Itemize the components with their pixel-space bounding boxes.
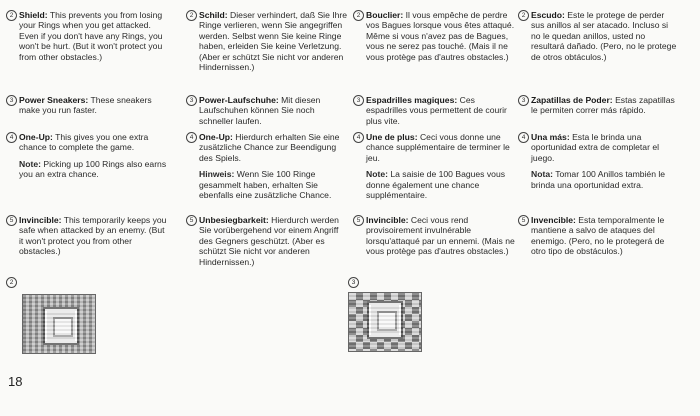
note-title: Note: [366, 169, 388, 180]
item-number: 2 [353, 10, 364, 21]
item-number: 5 [186, 215, 197, 226]
item-number: 3 [186, 95, 197, 106]
item-number: 4 [186, 132, 197, 143]
item-text: Il vous empêche de perdre vos Bagues lorsque vous êtes attaqué. Même si vous n'avez pas de Bagues, vous ne serez pas touché. (Mais il ne vous protège pas d'autres obstacles.) [366, 10, 515, 62]
item-monitor [369, 303, 401, 337]
note-title: Nota: [531, 169, 553, 180]
item-text: Esta le brinda una oportunidad extra de completar el juego. [531, 132, 660, 163]
item-number: 2 [186, 10, 197, 21]
item-title: Une de plus: [366, 132, 418, 142]
note-text: Tomar 100 Anillos también le brinda una oportunidad extra. [531, 169, 666, 190]
item-power-sneakers [6, 95, 168, 116]
item-una-mas [518, 132, 680, 190]
item-title: Invincible: [366, 215, 409, 225]
item-power-laufschuhe [186, 95, 348, 126]
item-text: Esta temporalmente le mantiene a salvo de ataques del enemigo. (Pero, no le protegerá de otro tipo de obstáculos.) [531, 215, 665, 257]
item-text: Este le protege de perder sus anillos al ser atacado. Incluso si no le quedan anillos, usted no resultará dañado. (Pero, no le protege de otros obtáculos.) [531, 10, 677, 62]
item-text: Dieser verhindert, daß Sie Ihre Ringe verlieren, wenn Sie angegriffen werden. Selbst wenn Sie keine Ringe haben, erleiden Sie keine Verletzung. (Aber er schützt Sie nicht vor anderen Hindernissen.) [199, 10, 348, 73]
item-number: 3 [353, 95, 364, 106]
item-one-up [186, 132, 348, 200]
item-text: Ceci vous rend provisoirement invulnérable lorsqu'attaqué par un ennemi. (Mais ne vous protège pas d'autres obstacles.) [366, 215, 515, 257]
note-text: Picking up 100 Rings also earns you an extra chance. [19, 158, 167, 180]
item-one-up [6, 132, 168, 180]
screenshot-number: 3 [348, 277, 359, 288]
page-number: 18 [8, 374, 23, 389]
item-bouclier [353, 10, 515, 62]
power-sneakers-monitor-icon [348, 292, 422, 352]
item-number: 4 [353, 132, 364, 143]
item-espadrilles-magiques [353, 95, 515, 126]
item-title: Shield: [19, 10, 48, 20]
screenshot-number: 2 [6, 277, 17, 288]
item-text: Ces espadrilles vous permettent de courir plus vite. [366, 95, 507, 126]
note-title: Hinweis: [199, 169, 235, 180]
item-text: These sneakers make you run faster. [19, 95, 152, 116]
item-unbesiegbarkeit [186, 215, 348, 267]
item-title: Power Sneakers: [19, 95, 89, 105]
item-number: 2 [518, 10, 529, 21]
item-number: 3 [6, 95, 17, 106]
item-invencible [518, 215, 680, 257]
item-zapatillas-de-poder [518, 95, 680, 116]
item-text: Ceci vous donne une chance supplémentaire de terminer le jeu. [366, 132, 510, 163]
item-text: Mit diesen Laufschuhen können Sie noch schneller laufen. [199, 95, 321, 126]
item-title: Bouclier: [366, 10, 404, 20]
note-title: Note: [19, 158, 41, 169]
item-title: Una más: [531, 132, 570, 142]
item-text: Hierdurch werden Sie vorübergehend vor einem Angriff des Gegners geschützt. (Aber es schützt Sie nicht vor anderen Hindernissen.) [199, 215, 339, 267]
item-number: 5 [6, 215, 17, 226]
item-invincible [353, 215, 515, 257]
item-title: Escudo: [531, 10, 565, 20]
item-title: Schild: [199, 10, 228, 20]
item-number: 5 [518, 215, 529, 226]
item-monitor [45, 309, 77, 343]
item-shield [6, 10, 168, 62]
item-text: Hierdurch erhalten Sie eine zusätzliche Chance zur Beendigung des Spiels. [199, 132, 340, 163]
item-text: This temporarily keeps you safe when attacked by an enemy. (But it won't protect you from other obstacles.) [19, 215, 167, 257]
item-number: 3 [518, 95, 529, 106]
item-title: Invencible: [531, 215, 576, 225]
item-text: Estas zapatillas le permiten correr más rápido. [531, 95, 675, 116]
item-title: Invincible: [19, 215, 62, 225]
item-title: One-Up: [199, 132, 233, 142]
item-number: 2 [6, 10, 17, 21]
item-title: One-Up: [19, 132, 53, 142]
item-title: Zapatillas de Poder: [531, 95, 613, 105]
item-number: 4 [6, 132, 17, 143]
shield-monitor-icon [22, 294, 96, 354]
item-escudo [518, 10, 680, 62]
item-schild [186, 10, 348, 72]
note-text: Wenn Sie 100 Ringe gesammelt haben, erhalten Sie ebenfalls eine zusätzliche Chance. [199, 169, 332, 201]
item-text: This gives you one extra chance to complete the game. [19, 132, 149, 153]
item-text: This prevents you from losing your Rings when you get attacked. Even if you don't have any Rings, you won't be hurt. (But it won't protect you from other obstacles.) [19, 10, 163, 62]
item-title: Power-Laufschuhe: [199, 95, 279, 105]
item-une-de-plus [353, 132, 515, 200]
item-title: Espadrilles magiques: [366, 95, 458, 105]
item-number: 4 [518, 132, 529, 143]
note-text: La saisie de 100 Bagues vous donne également une chance supplémentaire. [366, 169, 506, 201]
item-number: 5 [353, 215, 364, 226]
item-invincible [6, 215, 168, 257]
item-title: Unbesiegbarkeit: [199, 215, 269, 225]
